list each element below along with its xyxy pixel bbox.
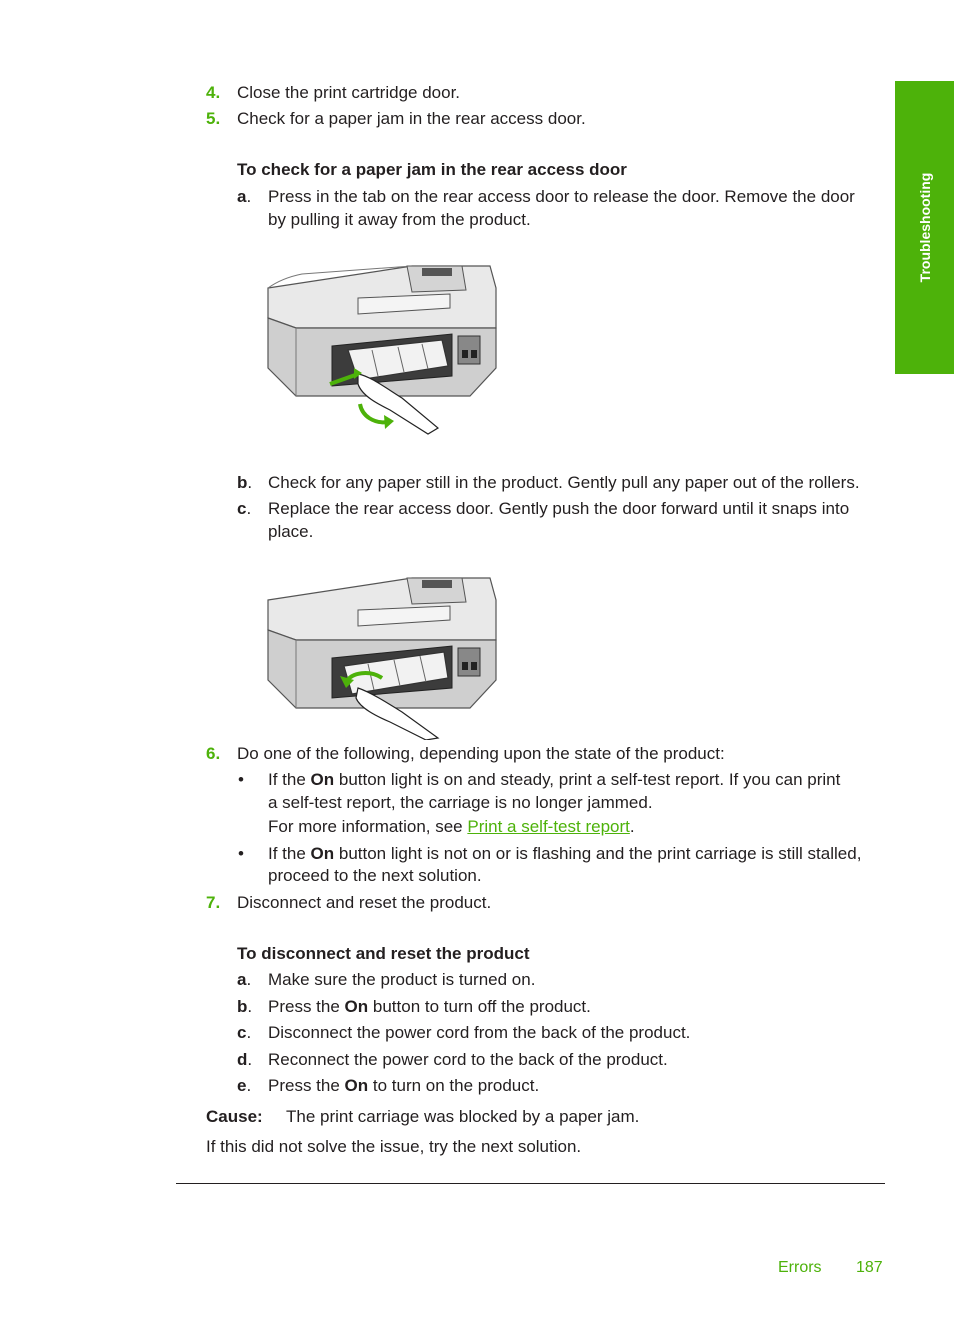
reset-label-e: e. <box>237 1076 252 1095</box>
printer-door-replace-illustration <box>262 570 502 740</box>
step-number: 7. <box>206 893 221 912</box>
rear-door-heading: To check for a paper jam in the rear access door <box>237 160 627 179</box>
reset-label-c: c. <box>237 1023 252 1042</box>
step-7-text: Disconnect and reset the product. <box>237 893 492 912</box>
reset-c-text: Disconnect the power cord from the back of the product. <box>268 1023 691 1042</box>
step-7 <box>206 892 220 914</box>
substep-a-line2: by pulling it away from the product. <box>268 210 531 229</box>
bullet-2-symbol: • <box>238 844 244 863</box>
substep-label-a: a. <box>237 187 252 206</box>
step-6-text: Do one of the following, depending upon the state of the product: <box>237 744 725 763</box>
footer-page-number: 187 <box>856 1259 883 1276</box>
step-5 <box>206 108 220 130</box>
substep-b-line1: Check for any paper still in the product. Gently pull any paper out of the rollers. <box>268 473 860 492</box>
step-number: 6. <box>206 744 221 763</box>
bullet-1-symbol: • <box>238 770 244 789</box>
reset-a-text: Make sure the product is turned on. <box>268 970 536 989</box>
step-5-text: Check for a paper jam in the rear access door. <box>237 109 586 128</box>
side-tab-label: Troubleshooting <box>917 172 933 283</box>
side-tab <box>895 81 954 374</box>
substep-label-b: b. <box>237 473 253 492</box>
reset-d-text: Reconnect the power cord to the back of the product. <box>268 1050 668 1069</box>
substep-a-line1: Press in the tab on the rear access door to release the door. Remove the door <box>268 187 855 206</box>
reset-label-a: a. <box>237 970 252 989</box>
bullet-2-line2: proceed to the next solution. <box>268 866 482 885</box>
self-test-report-link[interactable]: Print a self-test report <box>467 817 630 836</box>
bullet-1-line1: If the On button light is on and steady, print a self-test report. If you can print <box>268 770 841 789</box>
cause-text: The print carriage was blocked by a paper jam. <box>286 1107 640 1126</box>
substep-label-c: c. <box>237 499 252 518</box>
step-number: 5. <box>206 109 221 128</box>
substep-c-line2: place. <box>268 522 314 541</box>
footer-section: Errors <box>778 1259 822 1276</box>
substep-c-line1: Replace the rear access door. Gently push the door forward until it snaps into <box>268 499 850 518</box>
reset-label-b: b. <box>237 997 253 1016</box>
reset-heading: To disconnect and reset the product <box>237 944 530 963</box>
bullet-1-line2: a self-test report, the carriage is no longer jammed. <box>268 793 653 812</box>
reset-b-text: Press the On button to turn off the product. <box>268 997 591 1016</box>
step-number: 4. <box>206 83 221 102</box>
step-6 <box>206 743 220 765</box>
bullet-1-more-info: For more information, see Print a self-test report. <box>268 817 635 836</box>
printer-door-removal-illustration <box>262 258 502 436</box>
footer-rule <box>176 1183 885 1184</box>
step-4 <box>206 82 220 104</box>
cause-label: Cause: <box>206 1107 263 1126</box>
closing-text: If this did not solve the issue, try the next solution. <box>206 1137 582 1156</box>
step-4-text: Close the print cartridge door. <box>237 83 461 102</box>
bullet-2-line1: If the On button light is not on or is flashing and the print carriage is still stalled, <box>268 844 862 863</box>
reset-label-d: d. <box>237 1050 253 1069</box>
reset-e-text: Press the On to turn on the product. <box>268 1076 540 1095</box>
